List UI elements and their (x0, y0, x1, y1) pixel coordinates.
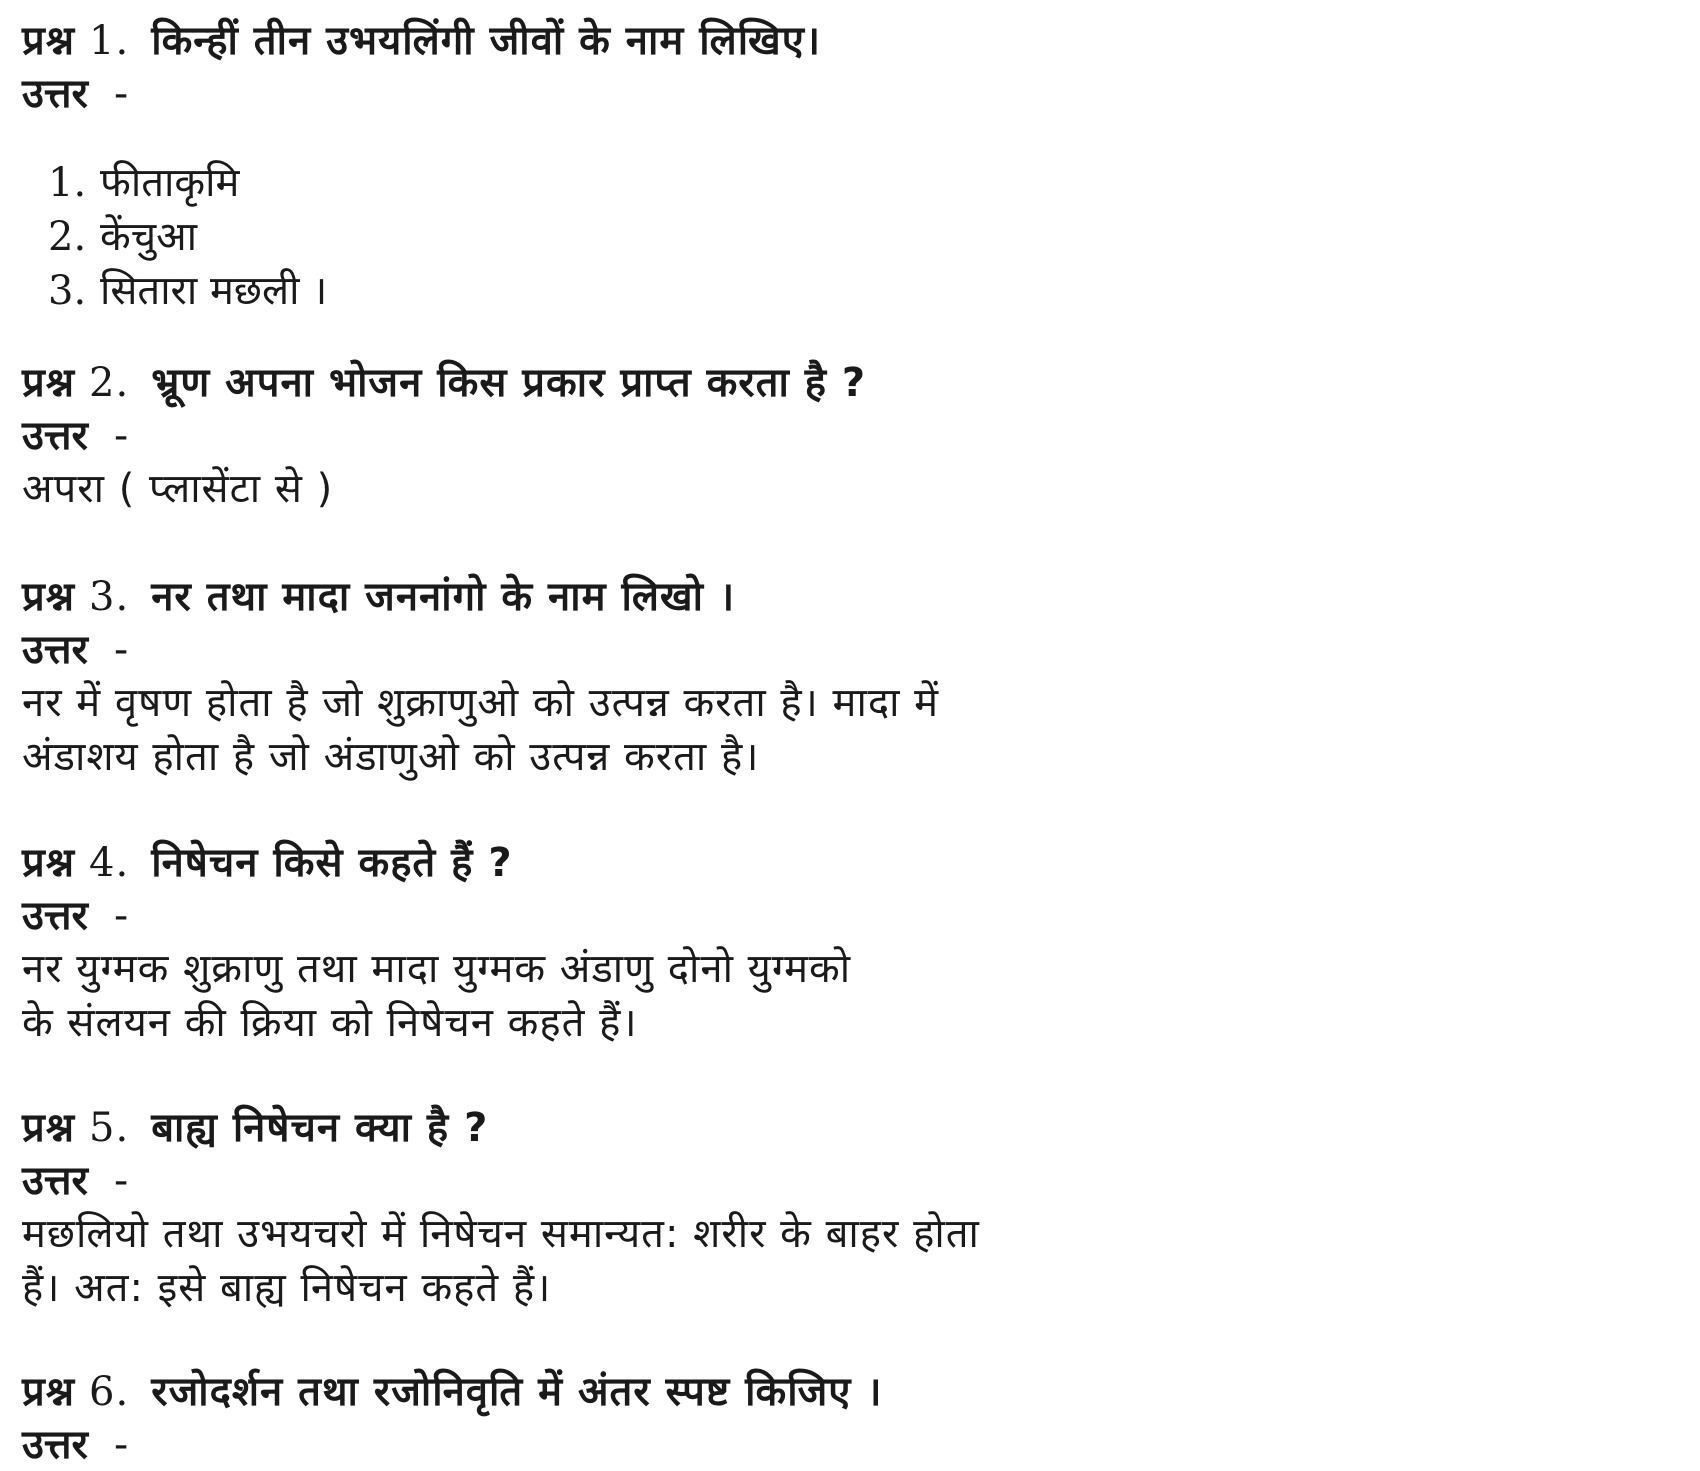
question-text: निषेचन किसे कहते हैं ? (151, 840, 513, 886)
question-prefix: प्रश्न (22, 18, 76, 64)
question-prefix: प्रश्न (22, 360, 76, 406)
answer-label-row (22, 1419, 883, 1471)
question-heading (22, 570, 939, 624)
question-number: 6. (89, 1369, 130, 1415)
answer-text-line: अपरा ( प्लासेंटा से ) (22, 466, 334, 512)
list-item-number: 3. (48, 268, 87, 314)
question-prefix: प्रश्न (22, 840, 76, 886)
answer-dash: - (113, 627, 129, 673)
answer-text-line: हैं। अत: इसे बाह्य निषेचन कहते हैं। (22, 1265, 552, 1311)
question-block-1 (22, 14, 821, 318)
answer-dash: - (113, 413, 129, 459)
answer-label: उत्तर (22, 627, 88, 673)
list-item-text: सितारा मछली । (100, 268, 328, 314)
list-item (48, 156, 821, 210)
answer-text-line: अंडाशय होता है जो अंडाणुओ को उत्पन्न करता है। (22, 734, 760, 780)
question-heading (22, 836, 851, 890)
answer-text-line: नर युग्मक शुक्राणु तथा मादा युग्मक अंडाणु दोनो युग्मको (22, 946, 852, 992)
question-number: 5. (89, 1105, 130, 1151)
answer-label: उत्तर (22, 893, 88, 939)
answer-label: उत्तर (22, 1422, 88, 1468)
list-item (48, 264, 821, 318)
question-number: 1. (89, 18, 130, 64)
answer-label-row (22, 68, 821, 120)
list-item-text: केंचुआ (100, 214, 197, 260)
answer-dash: - (113, 71, 129, 117)
question-block-5 (22, 1101, 980, 1315)
question-text: बाह्य निषेचन क्या है ? (151, 1105, 489, 1151)
question-text: भ्रूण अपना भोजन किस प्रकार प्राप्त करता है ? (151, 360, 867, 406)
list-item-text: फीताकृमि (100, 160, 240, 206)
answer-dash: - (113, 893, 129, 939)
answer-label-row (22, 890, 851, 942)
question-number: 4. (89, 840, 130, 886)
question-heading (22, 356, 866, 410)
question-heading (22, 14, 821, 68)
question-heading (22, 1365, 883, 1419)
question-prefix: प्रश्न (22, 1105, 76, 1151)
question-block-4 (22, 836, 851, 1050)
question-text: रजोदर्शन तथा रजोनिवृति में अंतर स्पष्ट किजिए । (151, 1369, 883, 1415)
answer-dash: - (113, 1158, 129, 1204)
answer-label: उत्तर (22, 1158, 88, 1204)
question-prefix: प्रश्न (22, 1369, 76, 1415)
answer-list (22, 156, 821, 318)
question-text: नर तथा मादा जननांगो के नाम लिखो । (151, 574, 736, 620)
answer-label-row (22, 1155, 980, 1207)
answer-label-row (22, 624, 939, 676)
answer-dash: - (113, 1422, 129, 1468)
question-block-3 (22, 570, 939, 784)
list-item-number: 1. (48, 160, 87, 206)
question-block-6 (22, 1365, 883, 1471)
answer-text-line: मछलियो तथा उभयचरो में निषेचन समान्यत: शरीर के बाहर होता (22, 1211, 980, 1257)
list-item (48, 210, 821, 264)
question-block-2 (22, 356, 866, 516)
answer-label: उत्तर (22, 413, 88, 459)
question-heading (22, 1101, 980, 1155)
answer-label: उत्तर (22, 71, 88, 117)
question-prefix: प्रश्न (22, 574, 76, 620)
list-item-number: 2. (48, 214, 87, 260)
answer-label-row (22, 410, 866, 462)
answer-text-line: के संलयन की क्रिया को निषेचन कहते हैं। (22, 1000, 638, 1046)
answer-text-line: नर में वृषण होता है जो शुक्राणुओ को उत्पन्न करता है। मादा में (22, 680, 940, 726)
question-number: 2. (89, 360, 130, 406)
question-number: 3. (89, 574, 130, 620)
question-text: किन्हीं तीन उभयलिंगी जीवों के नाम लिखिए। (151, 18, 822, 64)
